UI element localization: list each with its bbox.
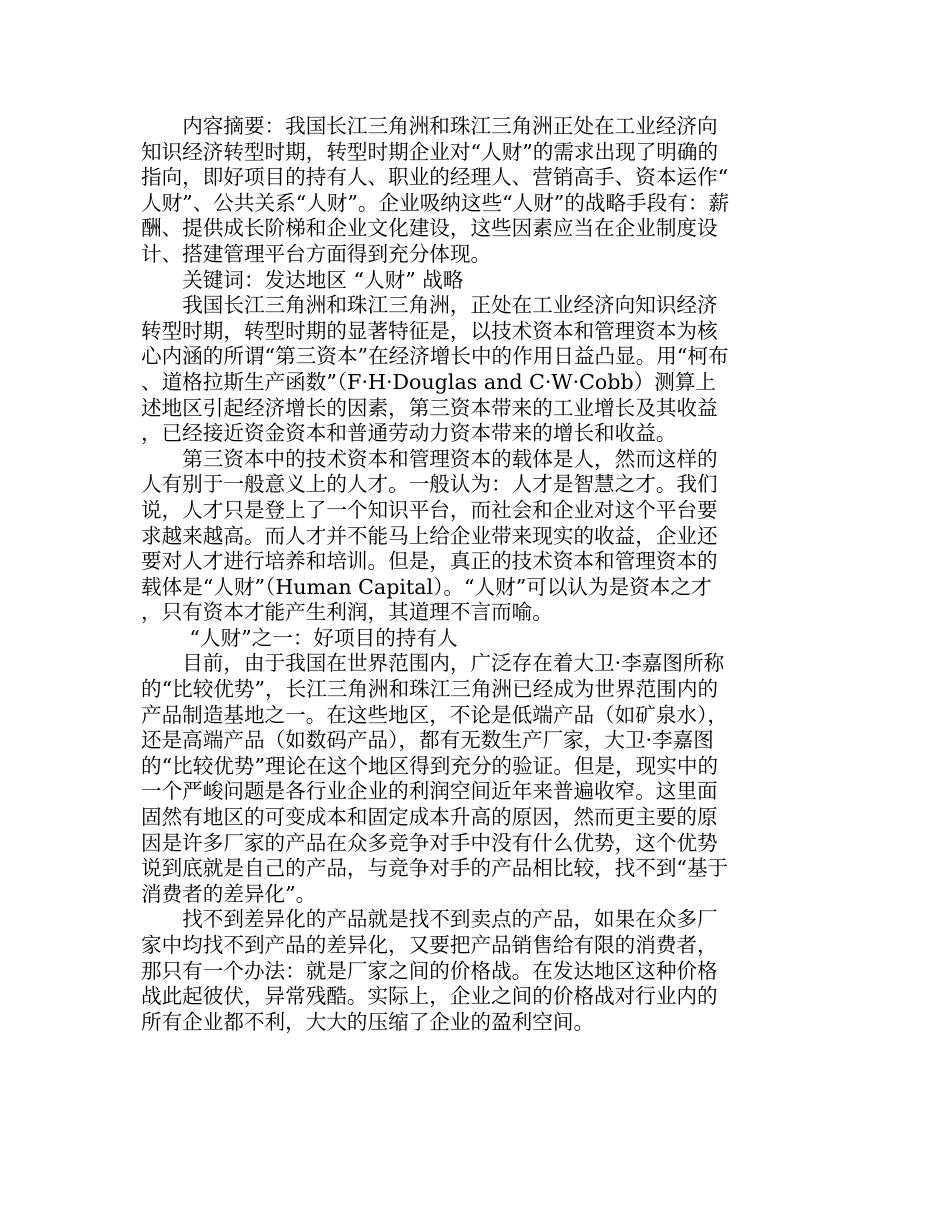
keywords-line: 关键词：发达地区 “人财” 战略 bbox=[182, 267, 464, 292]
body-paragraph-4: 找不到差异化的产品就是找不到卖点的产品，如果在众多厂家中均找不到产品的差异化，又要把产品销售给有限的消费者，那只有一个办法：就是厂家之间的价格战。在发达地区这种价格战此起彼伏，异常残酷。实际上，企业之间的价格战对行业内的所有企业都不利，大大的压缩了企业的盈利空间。 bbox=[141, 907, 718, 1034]
body-paragraph-2: 第三资本中的技术资本和管理资本的载体是人，然而这样的人有别于一般意义上的人才。一般认为：人才是智慧之才。我们说，人才只是登上了一个知识平台，而社会和企业对这个平台要求越来越高。而人才并不能马上给企业带来现实的收益，企业还要对人才进行培养和培训。但是，真正的技术资本和管理资本的载体是“人财”（Human Capital）。“人财”可以认为是资本之才，只有资本才能产生利润，其道理不言而喻。 bbox=[141, 446, 718, 625]
body-paragraph-1: 我国长江三角洲和珠江三角洲，正处在工业经济向知识经济转型时期，转型时期的显著特征是，以技术资本和管理资本为核心内涵的所谓“第三资本”在经济增长中的作用日益凸显。用“柯布、道格拉斯生产函数”（F·H·Douglas and C·W·Cobb）测算上述地区引起经济增长的因素，第三资本带来的工业增长及其收益，已经接近资金资本和普通劳动力资本带来的增长和收益。 bbox=[141, 293, 729, 446]
section-heading: “人财”之一：好项目的持有人 bbox=[189, 625, 458, 650]
body-paragraph-3: 目前，由于我国在世界范围内，广泛存在着大卫·李嘉图所称的“比较优势”，长江三角洲和珠江三角洲已经成为世界范围内的产品制造基地之一。在这些地区，不论是低端产品（如矿泉水），还是高端产品（如数码产品），都有无数生产厂家，大卫·李嘉图的“比较优势”理论在这个地区得到充分的验证。但是，现实中的一个严峻问题是各行业企业的利润空间近年来普遍收窄。这里面固然有地区的可变成本和固定成本升高的原因，然而更主要的原因是许多厂家的产品在众多竞争对手中没有什么优势，这个优势说到底就是自己的产品，与竞争对手的产品相比较，找不到“基于消费者的差异化”。 bbox=[141, 651, 729, 906]
abstract-paragraph: 内容摘要：我国长江三角洲和珠江三角洲正处在工业经济向知识经济转型时期，转型时期企业对“人财”的需求出现了明确的指向，即好项目的持有人、职业的经理人、营销高手、资本运作“人财”、公共关系“人财”。企业吸纳这些“人财”的战略手段有：薪酬、提供成长阶梯和企业文化建设，这些因素应当在企业制度设计、搭建管理平台方面得到充分体现。 bbox=[141, 114, 730, 266]
document-page bbox=[141, 114, 731, 1035]
